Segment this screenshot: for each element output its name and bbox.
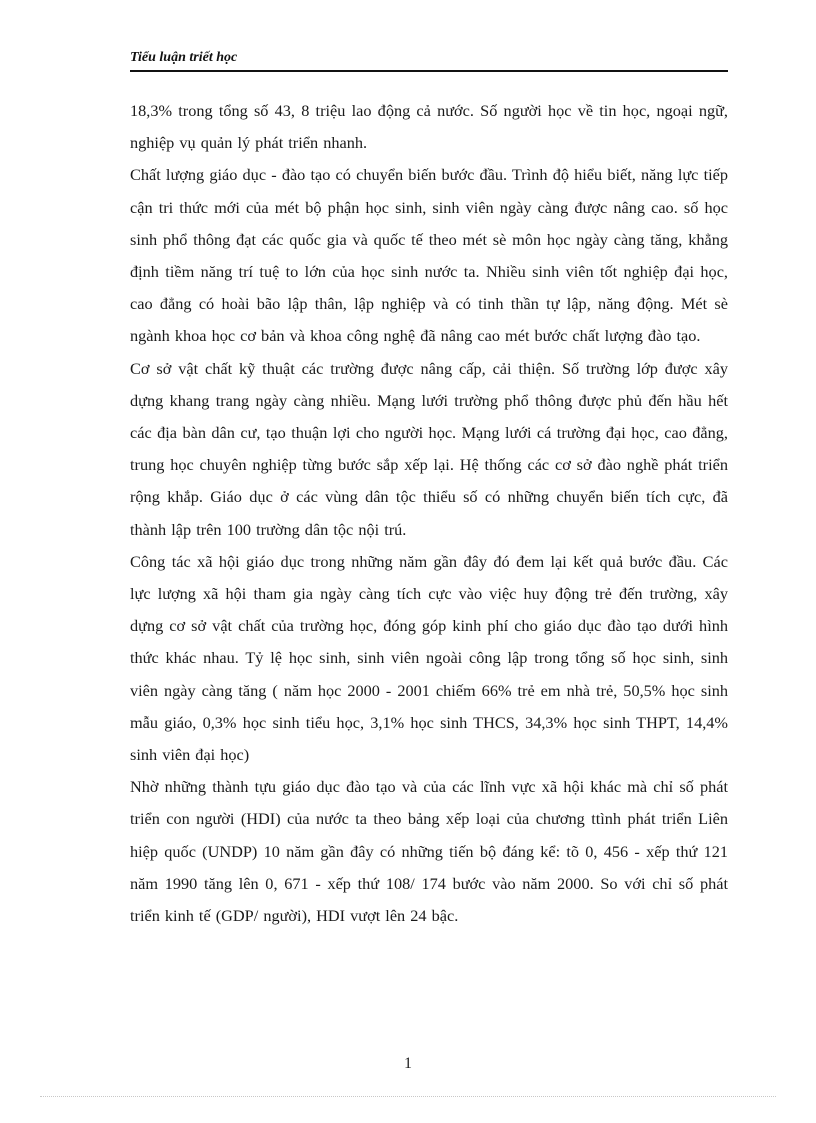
paragraph-5: Nhờ những thành tựu giáo dục đào tạo và của các lĩnh vực xã hội khác mà chỉ số phát triển con người (HDI) của nước ta theo bảng xếp loại của chương ttình phát triển Liên hiệp quốc (UNDP) 10 năm gần đây có những tiến bộ đáng kể: tõ 0, 456 - xếp thứ 121 năm 1990 tăng lên 0, 671 - xếp thứ 108/ 174 bước vào năm 2000. So với chỉ số phát triển kinh tế (GDP/ người), HDI vượt lên 24 bậc. xyxy=(130,777,728,926)
page-number: 1 xyxy=(404,1055,412,1072)
header-title: Tiểu luận triết học xyxy=(130,50,238,65)
paragraph-4: Công tác xã hội giáo dục trong những năm gần đây đó đem lại kết quả bước đầu. Các lực lượng xã hội tham gia ngày càng tích cực vào việc huy động trẻ đến trường, xây dựng cơ sở vật chất của trường học, đóng góp kinh phí cho giáo dục đào tạo dưới hình thức khác nhau. Tỷ lệ học sinh, sinh viên ngoài công lập trong tổng số học sinh, sinh viên ngày càng tăng ( năm học 2000 - 2001 chiếm 66% trẻ em nhà trẻ, 50,5% học sinh mẫu giáo, 0,3% học sinh tiểu học, 3,1% học sinh THCS, 34,3% học sinh THPT, 14,4% sinh viên đại học) xyxy=(130,551,728,765)
paragraph-1: 18,3% trong tổng số 43, 8 triệu lao động cả nước. Số người học về tin học, ngoại ngữ, nghiệp vụ quản lý phát triển nhanh. xyxy=(130,101,728,153)
paragraph-3: Cơ sở vật chất kỹ thuật các trường được nâng cấp, cải thiện. Số trường lớp được xây dựng khang trang ngày càng nhiều. Mạng lưới trường phổ thông được phủ đến hầu hết các địa bàn dân cư, tạo thuận lợi cho người học. Mạng lưới cá trường đại học, cao đẳng, trung học chuyên nghiệp từng bước sắp xếp lại. Hệ thống các cơ sở đào nghề phát triển rộng khắp. Giáo dục ở các vùng dân tộc thiểu số có những chuyển biến tích cực, đã thành lập trên 100 trường dân tộc nội trú. xyxy=(130,358,728,539)
page-header xyxy=(130,50,728,72)
page-bottom-divider xyxy=(40,1096,776,1097)
paragraph-2: Chất lượng giáo dục - đào tạo có chuyển biến bước đầu. Trình độ hiểu biết, năng lực tiếp cận tri thức mới của mét bộ phận học sinh, sinh viên ngày càng được nâng cao. số học sinh phổ thông đạt các quốc gia và quốc tế theo mét sè môn học ngày càng tăng, khẳng định tiềm năng trí tuệ to lớn của học sinh nước ta. Nhiều sinh viên tốt nghiệp đại học, cao đẳng có hoài bão lập thân, lập nghiệp và có tinh thần tự lập, năng động. Mét sè ngành khoa học cơ bản và khoa công nghệ đã nâng cao mét bước chất lượng đào tạo. xyxy=(130,165,728,346)
document-body xyxy=(130,95,728,932)
